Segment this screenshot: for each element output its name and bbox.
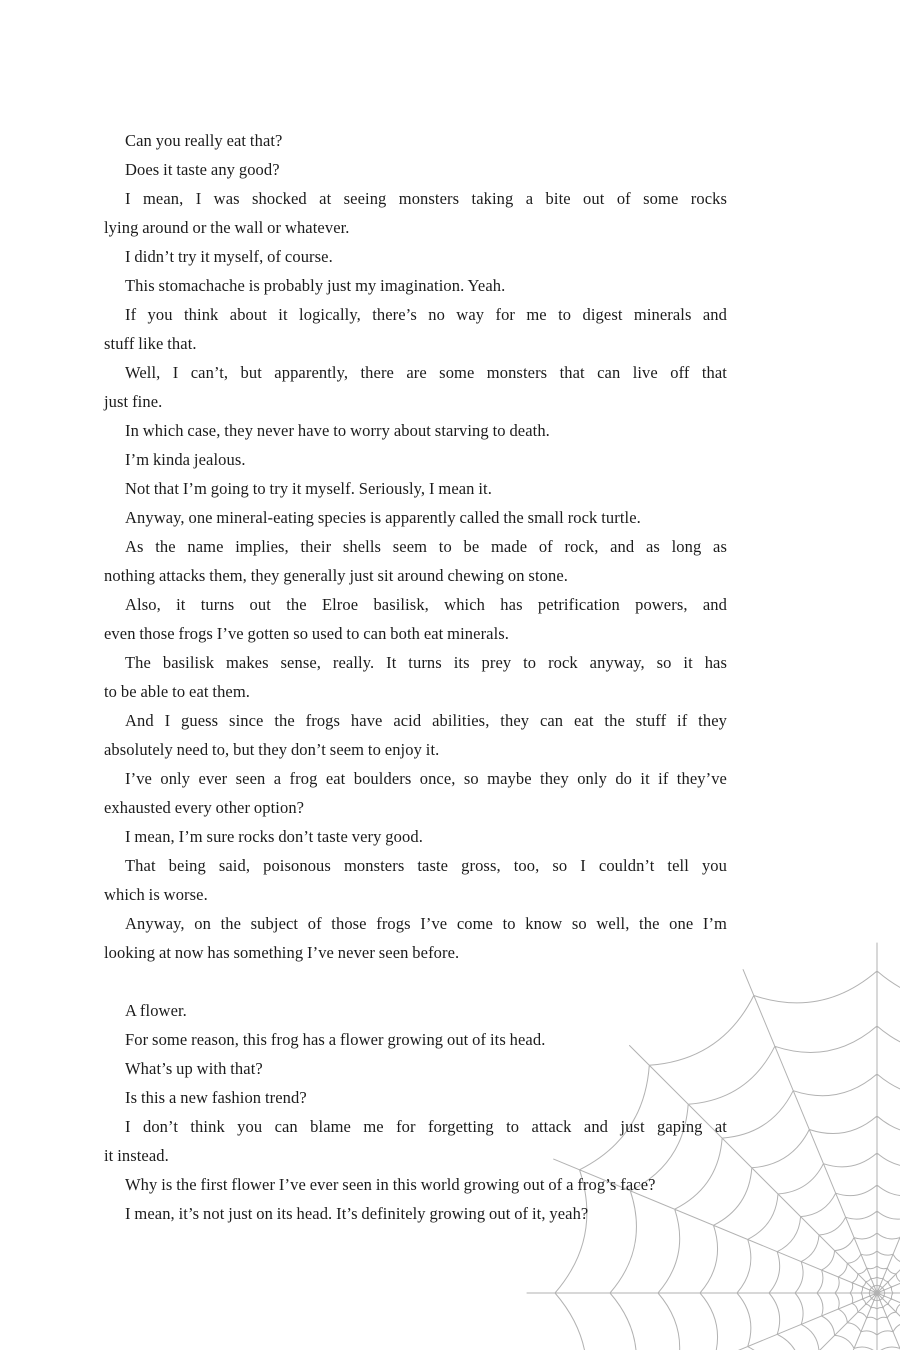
book-text — [104, 126, 727, 1228]
text-line: Does it taste any good? — [125, 160, 280, 179]
text-line: I mean, I was shocked at seeing monsters taking a bite out of some rocks — [125, 189, 727, 208]
text-line: I’ve only ever seen a frog eat boulders once, so maybe they only do it if they’ve — [125, 769, 727, 788]
text-line: And I guess since the frogs have acid abilities, they can eat the stuff if they — [125, 711, 727, 730]
text-line: Can you really eat that? — [125, 131, 283, 150]
paragraph — [104, 909, 727, 967]
text-line: to be able to eat them. — [104, 682, 250, 701]
paragraph — [104, 1083, 727, 1112]
paragraph — [104, 358, 727, 416]
text-line: That being said, poisonous monsters taste gross, too, so I couldn’t tell you — [125, 856, 727, 875]
text-line: I don’t think you can blame me for forgetting to attack and just gaping at — [125, 1117, 727, 1136]
paragraph — [104, 1112, 727, 1170]
text-line: stuff like that. — [104, 334, 197, 353]
paragraph — [104, 706, 727, 764]
paragraph — [104, 242, 727, 271]
paragraph — [104, 474, 727, 503]
paragraph — [104, 503, 727, 532]
text-line: A flower. — [125, 1001, 187, 1020]
text-line: Well, I can’t, but apparently, there are some monsters that can live off that — [125, 363, 727, 382]
paragraph — [104, 300, 727, 358]
text-line: If you think about it logically, there’s no way for me to digest minerals and — [125, 305, 727, 324]
paragraph — [104, 764, 727, 822]
text-line: I mean, it’s not just on its head. It’s definitely growing out of it, yeah? — [125, 1204, 589, 1223]
text-line: even those frogs I’ve gotten so used to can both eat minerals. — [104, 624, 510, 643]
text-section — [104, 996, 727, 1228]
text-line: it instead. — [104, 1146, 169, 1165]
paragraph — [104, 851, 727, 909]
paragraph — [104, 648, 727, 706]
text-line: I didn’t try it myself, of course. — [125, 247, 333, 266]
paragraph — [104, 126, 727, 155]
paragraph — [104, 822, 727, 851]
text-line: Not that I’m going to try it myself. Seriously, I mean it. — [125, 479, 492, 498]
paragraph — [104, 1054, 727, 1083]
text-line: Also, it turns out the Elroe basilisk, which has petrification powers, and — [125, 595, 727, 614]
paragraph — [104, 532, 727, 590]
text-line: absolutely need to, but they don’t seem to enjoy it. — [104, 740, 440, 759]
text-line: In which case, they never have to worry about starving to death. — [125, 421, 550, 440]
text-line: I’m kinda jealous. — [125, 450, 246, 469]
paragraph — [104, 590, 727, 648]
text-line: looking at now has something I’ve never seen before. — [104, 943, 460, 962]
text-line: which is worse. — [104, 885, 208, 904]
paragraph — [104, 1170, 727, 1199]
text-section — [104, 126, 727, 967]
paragraph — [104, 155, 727, 184]
text-line: nothing attacks them, they generally just sit around chewing on stone. — [104, 566, 568, 585]
text-line: just fine. — [104, 392, 163, 411]
paragraph — [104, 1199, 727, 1228]
text-line: The basilisk makes sense, really. It turns its prey to rock anyway, so it has — [125, 653, 727, 672]
text-line: Is this a new fashion trend? — [125, 1088, 307, 1107]
text-line: As the name implies, their shells seem to be made of rock, and as long as — [125, 537, 727, 556]
text-line: I mean, I’m sure rocks don’t taste very good. — [125, 827, 423, 846]
paragraph — [104, 271, 727, 300]
text-line: This stomachache is probably just my imagination. Yeah. — [125, 276, 506, 295]
paragraph — [104, 184, 727, 242]
paragraph — [104, 1025, 727, 1054]
text-line: exhausted every other option? — [104, 798, 305, 817]
text-line: Why is the first flower I’ve ever seen in this world growing out of a frog’s face? — [125, 1175, 656, 1194]
paragraph — [104, 445, 727, 474]
text-line: Anyway, one mineral-eating species is apparently called the small rock turtle. — [125, 508, 641, 527]
text-line: For some reason, this frog has a flower growing out of its head. — [125, 1030, 546, 1049]
paragraph — [104, 416, 727, 445]
text-line: lying around or the wall or whatever. — [104, 218, 350, 237]
text-line: What’s up with that? — [125, 1059, 263, 1078]
paragraph — [104, 996, 727, 1025]
text-line: Anyway, on the subject of those frogs I’ve come to know so well, the one I’m — [125, 914, 727, 933]
